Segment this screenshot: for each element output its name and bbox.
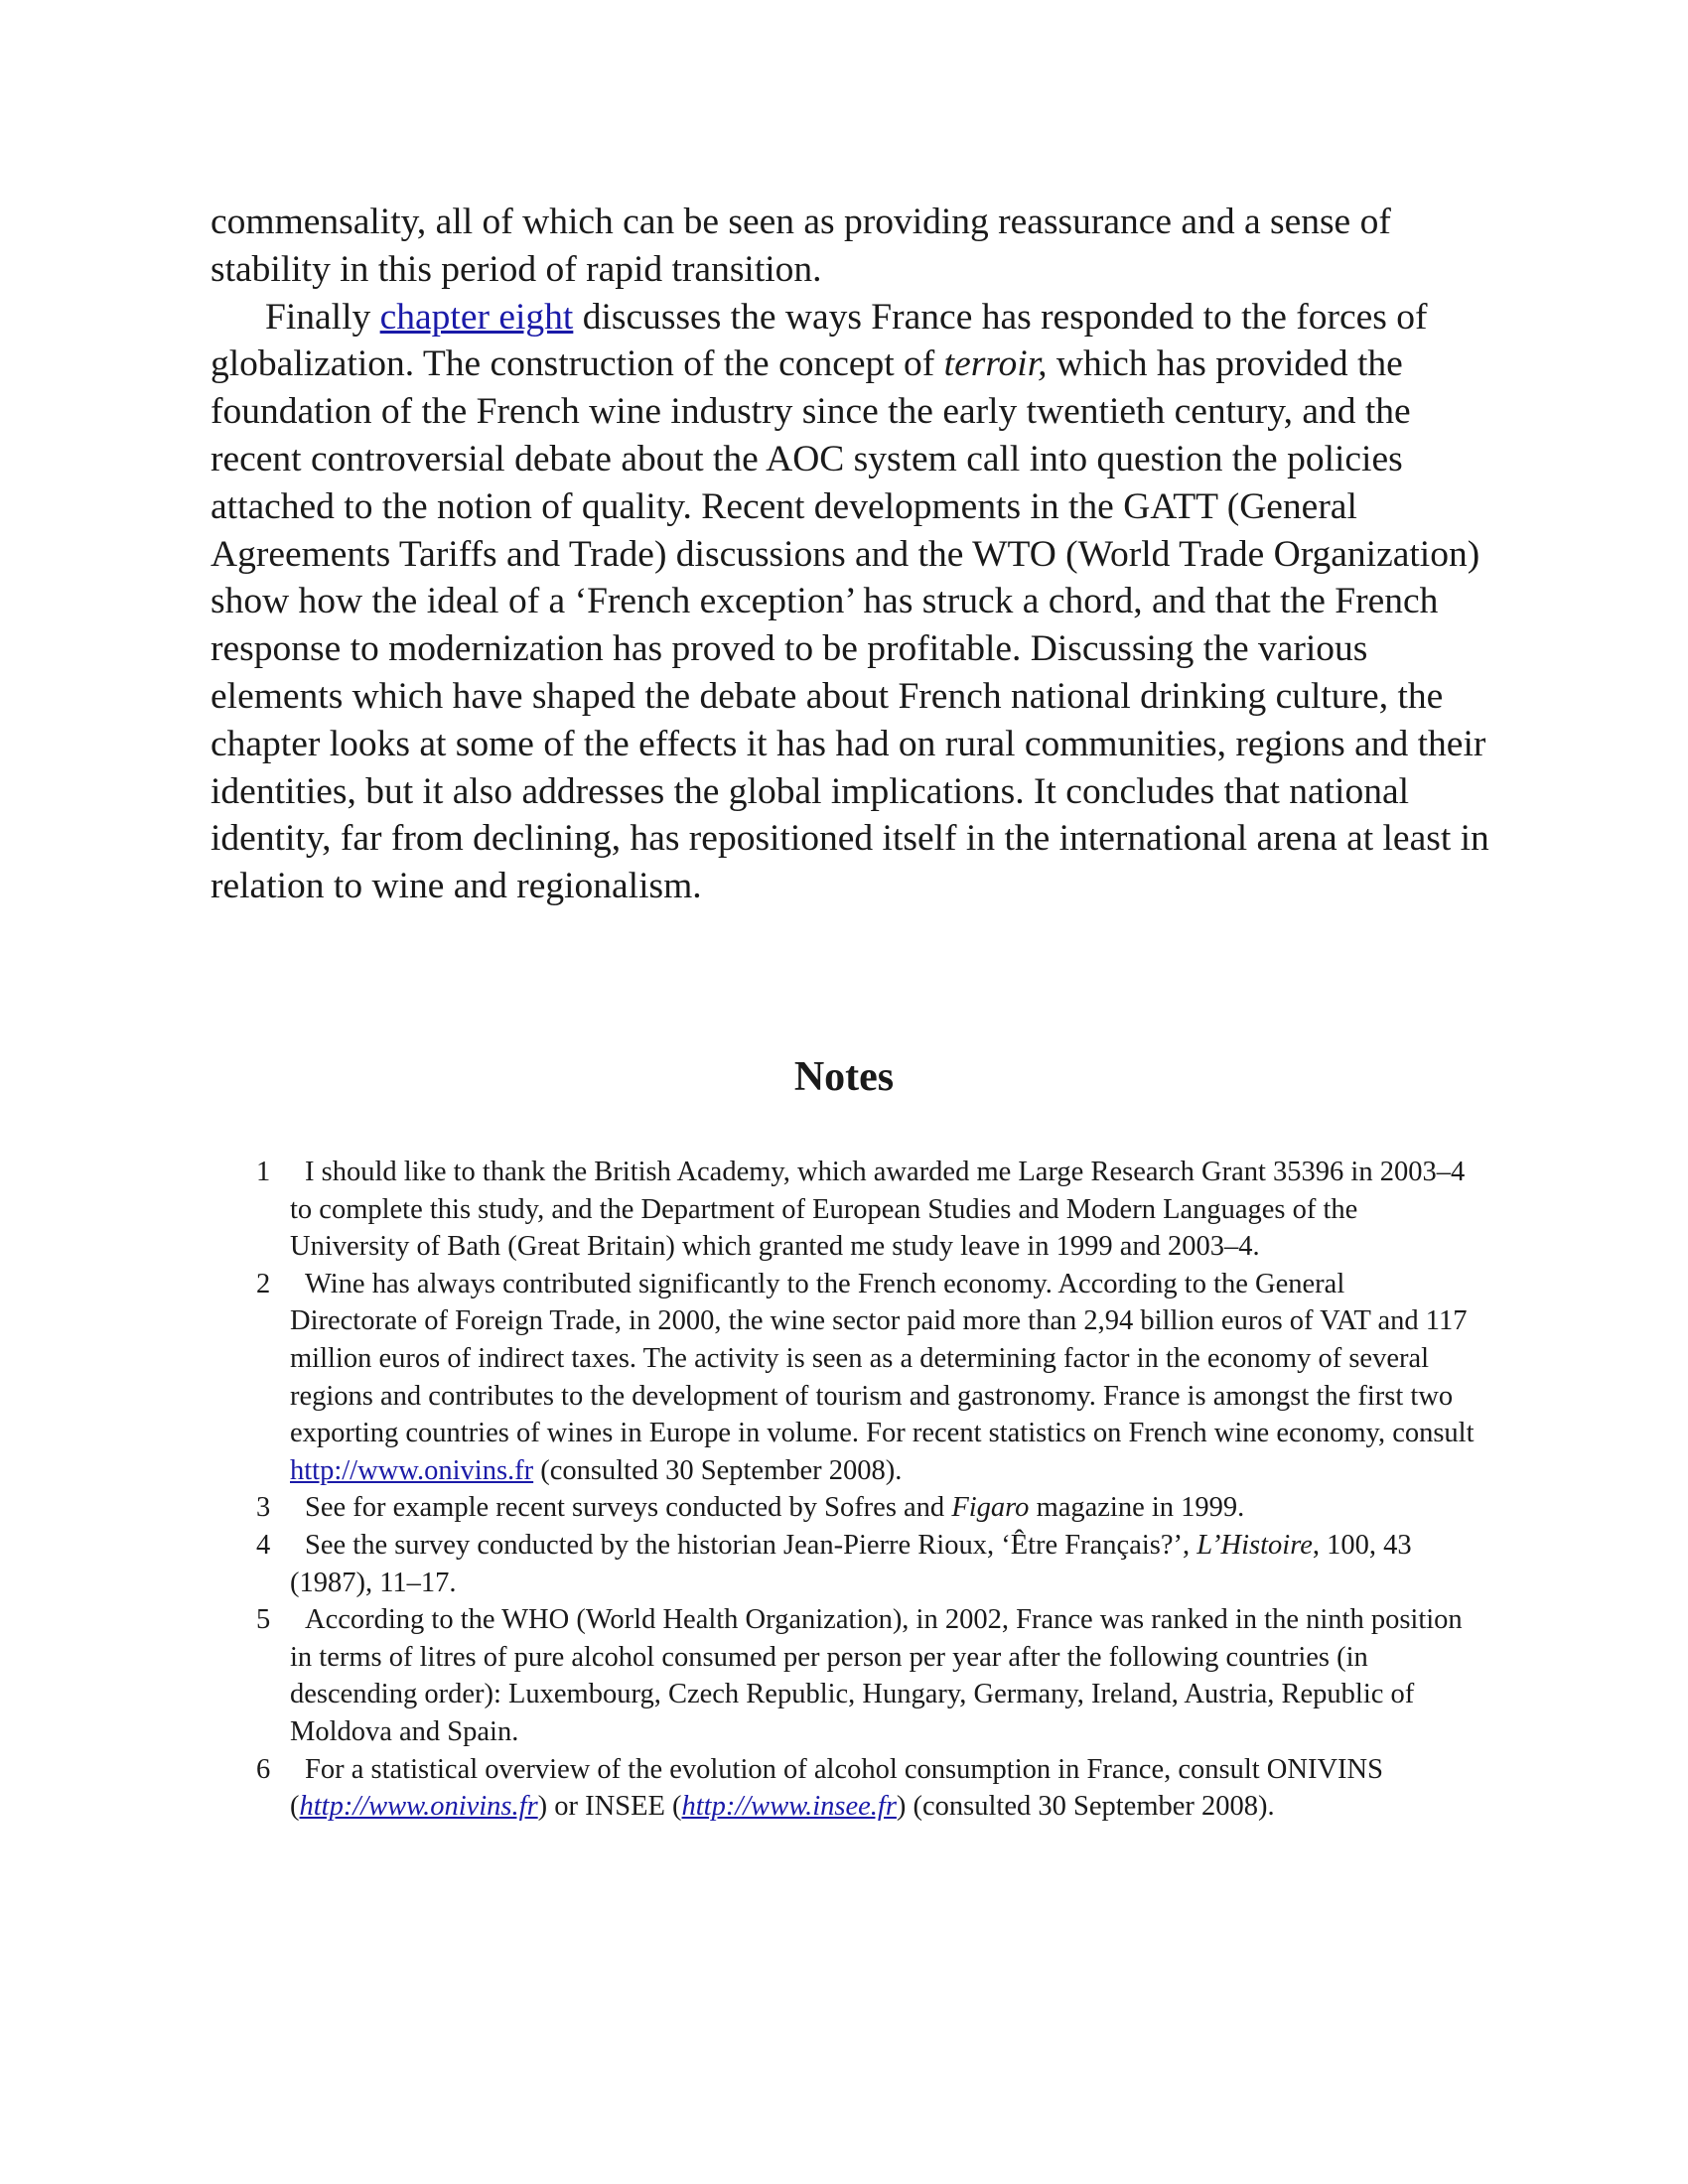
- note-text: [290, 1527, 1477, 1601]
- onivins-link[interactable]: [300, 1791, 538, 1822]
- note-body: (consulted 30 September 2008).: [533, 1454, 903, 1486]
- italic-title: L’Histoire: [1196, 1529, 1313, 1561]
- notes-heading: Notes: [793, 1054, 895, 1100]
- paragraph-text: which has provided the foundation of the French wine industry since the early twentieth century, and the recent controversial debate about the AOC system call into question the policies attached to the notion of quality. Recent developments in the GATT (General Agreements Tariffs and Trade) discussions and the WTO (World Trade Organization) show how the ideal of a ‘French exception’ has struck a chord, and that the French response to modernization has proved to be profitable. Discussing the various elements which have shaped the debate about French national drinking culture, the chapter looks at some of the effects it has had on rural communities, regions and their identities, but it also addresses the global implications. It concludes that national identity, far from declining, has repositioned itself in the international arena at least in relation to wine and regionalism.: [211, 343, 1489, 907]
- note-body: ) or INSEE (: [537, 1791, 682, 1823]
- chapter-eight-link[interactable]: chapter eight: [379, 296, 574, 338]
- note-item: [256, 1601, 1477, 1750]
- italic-term: terroir,: [943, 343, 1048, 385]
- note-number: 4: [256, 1529, 271, 1561]
- note-text: According to the WHO (World Health Organization), in 2002, France was ranked in the ninth position in terms of litres of pure alcohol consumed per person per year after the following countries (in descending order): Luxembourg, Czech Republic, Hungary, Germany, Ireland, Austria, Republic of Moldova and Spain.: [290, 1604, 1463, 1747]
- note-number: 2: [256, 1268, 271, 1299]
- note-text: [290, 1751, 1477, 1826]
- paragraph-text: discusses the ways France has responded to the forces of globalization. The construction of the concept of: [211, 296, 1428, 385]
- note-body: For a statistical overview of the evolution of alcohol consumption in France, consult ONIVINS (: [290, 1753, 1383, 1823]
- note-item: [256, 1751, 1477, 1826]
- note-item: [256, 1266, 1477, 1490]
- italic-title: Figaro: [951, 1492, 1030, 1524]
- note-body: ) (consulted 30 September 2008).: [896, 1791, 1275, 1823]
- paragraph-chapter-eight: [211, 294, 1491, 910]
- paragraph-continuation: commensality, all of which can be seen as providing reassurance and a sense of stability in this period of rapid transition.: [211, 202, 1391, 290]
- note-number: 6: [256, 1753, 271, 1785]
- link-text: http://www.onivins.fr: [299, 1791, 538, 1823]
- note-body: See for example recent surveys conducted by Sofres and: [305, 1492, 952, 1524]
- onivins-link[interactable]: http://www.onivins.fr: [290, 1454, 534, 1486]
- insee-link[interactable]: [682, 1791, 897, 1822]
- body-text: [211, 199, 1491, 910]
- link-text: http://www.insee.fr: [681, 1791, 897, 1823]
- note-number: 3: [256, 1492, 271, 1524]
- note-number: 1: [256, 1157, 271, 1187]
- note-item: [256, 1489, 1477, 1527]
- note-text: I should like to thank the British Academy, which awarded me Large Research Grant 35396 in 2003–4 to complete this study, and the Department of European Studies and Modern Languages of the University of Bath (Great Britain) which granted me study leave in 1999 and 2003–4.: [290, 1157, 1466, 1263]
- paragraph-text: Finally: [265, 296, 380, 338]
- note-text: [290, 1266, 1477, 1490]
- note-number: 5: [256, 1604, 271, 1636]
- notes-list: [256, 1154, 1477, 1826]
- note-item: [256, 1527, 1477, 1601]
- note-item: [256, 1154, 1477, 1266]
- note-body: See the survey conducted by the historian Jean-Pierre Rioux, ‘Être Français?’,: [305, 1529, 1197, 1561]
- note-body: magazine in 1999.: [1029, 1492, 1245, 1524]
- note-text: [290, 1489, 1477, 1527]
- note-body: Wine has always contributed significantly to the French economy. According to the General Directorate of Foreign Trade, in 2000, the wine sector paid more than 2,94 billion euros of VAT and 117 million euros of indirect taxes. The activity is seen as a determining factor in the economy of several regions and contributes to the development of tourism and gastronomy. France is amongst the first two exporting countries of wines in Europe in volume. For recent statistics on French wine economy, consult: [290, 1268, 1475, 1449]
- note-body: , 100, 43 (1987), 11–17.: [290, 1529, 1412, 1598]
